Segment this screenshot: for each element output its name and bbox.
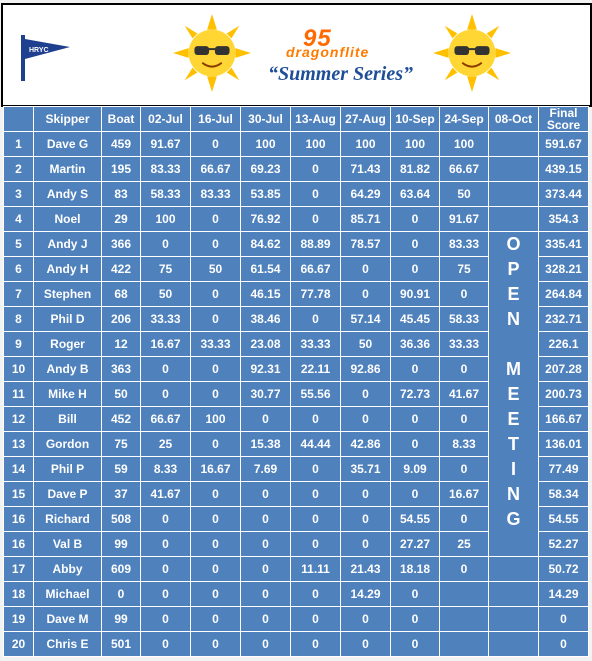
- cell-boat: 609: [102, 557, 141, 582]
- open-meeting-letter: E: [507, 409, 520, 429]
- cell-final-score: 207.28: [539, 357, 589, 382]
- cell-race-6: 45.45: [391, 307, 440, 332]
- cell-race-6: 90.91: [391, 282, 440, 307]
- open-meeting-letter: N: [507, 309, 520, 329]
- cell-race-4: 0: [291, 582, 341, 607]
- cell-position: 4: [4, 207, 34, 232]
- cell-race-7: 41.67: [440, 382, 489, 407]
- cell-race-1: 66.67: [141, 407, 191, 432]
- cell-race-1: 0: [141, 507, 191, 532]
- cell-position: 3: [4, 182, 34, 207]
- cell-race-1: 75: [141, 257, 191, 282]
- cell-race-5: 92.86: [341, 357, 391, 382]
- cell-race-3: 15.38: [241, 432, 291, 457]
- header-banner: [1, 3, 592, 107]
- cell-race-7: 66.67: [440, 157, 489, 182]
- cell-race-4: 11.11: [291, 557, 341, 582]
- cell-race-5: 78.57: [341, 232, 391, 257]
- cell-race-6: 0: [391, 207, 440, 232]
- cell-race-5: 71.43: [341, 157, 391, 182]
- cell-final-score: 373.44: [539, 182, 589, 207]
- table-row: [4, 182, 589, 207]
- sun-sunglasses-icon: [173, 14, 251, 92]
- cell-race-2: 0: [191, 357, 241, 382]
- cell-race-1: 83.33: [141, 157, 191, 182]
- cell-skipper: Richard: [34, 507, 102, 532]
- open-meeting-cell: [489, 232, 539, 557]
- cell-final-score: 54.55: [539, 507, 589, 532]
- cell-race-3: 69.23: [241, 157, 291, 182]
- cell-final-score: 52.27: [539, 532, 589, 557]
- cell-race-4: 0: [291, 407, 341, 432]
- cell-race-5: 0: [341, 507, 391, 532]
- cell-boat: 29: [102, 207, 141, 232]
- cell-race-7: [440, 632, 489, 657]
- open-meeting-letter: O: [506, 234, 521, 254]
- cell-skipper: Dave P: [34, 482, 102, 507]
- cell-skipper: Stephen: [34, 282, 102, 307]
- cell-skipper: Dave M: [34, 607, 102, 632]
- cell-race-2: 0: [191, 557, 241, 582]
- col-header-race-2: 16-Jul: [191, 107, 241, 132]
- cell-race-7: 0: [440, 457, 489, 482]
- cell-race-2: 0: [191, 432, 241, 457]
- col-header-race-6: 10-Sep: [391, 107, 440, 132]
- cell-skipper: Andy H: [34, 257, 102, 282]
- cell-skipper: Michael: [34, 582, 102, 607]
- cell-race-2: 0: [191, 307, 241, 332]
- cell-position: 7: [4, 282, 34, 307]
- cell-position: 17: [4, 557, 34, 582]
- col-header-skipper: Skipper: [34, 107, 102, 132]
- cell-race-2: 0: [191, 632, 241, 657]
- table-row: [4, 157, 589, 182]
- cell-skipper: Andy J: [34, 232, 102, 257]
- cell-race-3: 0: [241, 557, 291, 582]
- cell-boat: 366: [102, 232, 141, 257]
- cell-race-3: 92.31: [241, 357, 291, 382]
- cell-race-5: 14.29: [341, 582, 391, 607]
- cell-race-7: 58.33: [440, 307, 489, 332]
- cell-race-4: 0: [291, 532, 341, 557]
- cell-race-3: 0: [241, 482, 291, 507]
- cell-race-5: 0: [341, 282, 391, 307]
- cell-race-6: 0: [391, 257, 440, 282]
- cell-race-4: 0: [291, 607, 341, 632]
- col-header-pos: [4, 107, 34, 132]
- cell-race-1: 33.33: [141, 307, 191, 332]
- cell-race-3: 53.85: [241, 182, 291, 207]
- cell-race-2: 0: [191, 382, 241, 407]
- cell-race-2: 0: [191, 282, 241, 307]
- cell-boat: 12: [102, 332, 141, 357]
- cell-race-3: 46.15: [241, 282, 291, 307]
- cell-skipper: Abby: [34, 557, 102, 582]
- cell-race-4: 0: [291, 482, 341, 507]
- cell-skipper: Andy S: [34, 182, 102, 207]
- cell-race-6: 0: [391, 582, 440, 607]
- cell-race-6: 0: [391, 632, 440, 657]
- cell-race-5: 64.29: [341, 182, 391, 207]
- cell-position: 19: [4, 607, 34, 632]
- cell-race-1: 41.67: [141, 482, 191, 507]
- cell-skipper: Gordon: [34, 432, 102, 457]
- flag-text: HRYC: [29, 47, 49, 54]
- cell-final-score: 439.15: [539, 157, 589, 182]
- cell-skipper: Phil P: [34, 457, 102, 482]
- cell-race-3: 0: [241, 607, 291, 632]
- cell-race-6: 0: [391, 482, 440, 507]
- cell-race-3: 84.62: [241, 232, 291, 257]
- cell-race-6: 81.82: [391, 157, 440, 182]
- cell-boat: 422: [102, 257, 141, 282]
- cell-race-6: 27.27: [391, 532, 440, 557]
- cell-skipper: Dave G: [34, 132, 102, 157]
- cell-race-7: 33.33: [440, 332, 489, 357]
- cell-position: 14: [4, 457, 34, 482]
- cell-race-3: 61.54: [241, 257, 291, 282]
- col-header-race-8: 08-Oct: [489, 107, 539, 132]
- cell-race-3: 23.08: [241, 332, 291, 357]
- cell-boat: 452: [102, 407, 141, 432]
- cell-skipper: Andy B: [34, 357, 102, 382]
- cell-race-7: 75: [440, 257, 489, 282]
- cell-race-7: 91.67: [440, 207, 489, 232]
- cell-race-1: 0: [141, 632, 191, 657]
- cell-skipper: Noel: [34, 207, 102, 232]
- header-row: [4, 107, 589, 132]
- cell-position: 5: [4, 232, 34, 257]
- sun-sunglasses-icon: [433, 14, 511, 92]
- cell-boat: 83: [102, 182, 141, 207]
- cell-race-4: 0: [291, 507, 341, 532]
- col-header-race-1: 02-Jul: [141, 107, 191, 132]
- cell-race-6: 72.73: [391, 382, 440, 407]
- cell-race-7: 0: [440, 507, 489, 532]
- cell-race-5: 100: [341, 132, 391, 157]
- col-header-race-3: 30-Jul: [241, 107, 291, 132]
- open-meeting-letter: I: [510, 459, 516, 479]
- col-header-final-score: Final Score: [539, 107, 589, 132]
- cell-race-1: 16.67: [141, 332, 191, 357]
- cell-race-2: 66.67: [191, 157, 241, 182]
- cell-race-2: 0: [191, 532, 241, 557]
- brand-logo-name: dragonflite: [286, 44, 370, 60]
- table-row: [4, 632, 589, 657]
- cell-final-score: 166.67: [539, 407, 589, 432]
- cell-race-1: 58.33: [141, 182, 191, 207]
- cell-skipper: Phil D: [34, 307, 102, 332]
- cell-race-2: 0: [191, 132, 241, 157]
- cell-position: 2: [4, 157, 34, 182]
- open-meeting-letter: E: [507, 284, 520, 304]
- cell-race-6: 0: [391, 232, 440, 257]
- cell-race-5: 21.43: [341, 557, 391, 582]
- cell-race-6: 54.55: [391, 507, 440, 532]
- cell-boat: 459: [102, 132, 141, 157]
- cell-race-8: [489, 632, 539, 657]
- open-meeting-letter: G: [506, 509, 521, 529]
- cell-boat: 75: [102, 432, 141, 457]
- cell-race-5: 85.71: [341, 207, 391, 232]
- cell-race-6: 0: [391, 407, 440, 432]
- cell-race-1: 100: [141, 207, 191, 232]
- cell-race-7: 0: [440, 282, 489, 307]
- cell-race-4: 0: [291, 182, 341, 207]
- cell-race-5: 0: [341, 407, 391, 432]
- cell-final-score: 0: [539, 632, 589, 657]
- table-row: [4, 607, 589, 632]
- cell-final-score: 264.84: [539, 282, 589, 307]
- cell-race-5: 0: [341, 382, 391, 407]
- cell-race-6: 0: [391, 357, 440, 382]
- cell-position: 16: [4, 507, 34, 532]
- cell-position: 13: [4, 432, 34, 457]
- cell-race-3: 0: [241, 632, 291, 657]
- cell-race-1: 50: [141, 282, 191, 307]
- cell-race-2: 16.67: [191, 457, 241, 482]
- cell-race-4: 33.33: [291, 332, 341, 357]
- cell-race-5: 42.86: [341, 432, 391, 457]
- cell-race-4: 22.11: [291, 357, 341, 382]
- cell-race-4: 66.67: [291, 257, 341, 282]
- cell-race-5: 35.71: [341, 457, 391, 482]
- cell-race-7: [440, 607, 489, 632]
- cell-boat: 508: [102, 507, 141, 532]
- cell-race-7: [440, 582, 489, 607]
- cell-skipper: Martin: [34, 157, 102, 182]
- cell-race-2: 0: [191, 207, 241, 232]
- cell-final-score: 50.72: [539, 557, 589, 582]
- cell-race-1: 0: [141, 582, 191, 607]
- cell-race-2: 0: [191, 232, 241, 257]
- cell-race-7: 0: [440, 407, 489, 432]
- cell-final-score: 328.21: [539, 257, 589, 282]
- cell-boat: 0: [102, 582, 141, 607]
- cell-race-6: 9.09: [391, 457, 440, 482]
- cell-race-8: [489, 182, 539, 207]
- cell-race-6: 0: [391, 432, 440, 457]
- results-table: [3, 106, 589, 657]
- cell-race-3: 0: [241, 532, 291, 557]
- cell-skipper: Bill: [34, 407, 102, 432]
- cell-race-6: 100: [391, 132, 440, 157]
- cell-final-score: 335.41: [539, 232, 589, 257]
- cell-race-5: 0: [341, 532, 391, 557]
- col-header-race-5: 27-Aug: [341, 107, 391, 132]
- cell-race-6: 0: [391, 607, 440, 632]
- open-meeting-letter: N: [507, 484, 520, 504]
- cell-final-score: 0: [539, 607, 589, 632]
- cell-race-1: 0: [141, 357, 191, 382]
- cell-race-5: 0: [341, 482, 391, 507]
- cell-position: 12: [4, 407, 34, 432]
- cell-race-2: 50: [191, 257, 241, 282]
- cell-race-4: 0: [291, 632, 341, 657]
- cell-race-1: 0: [141, 607, 191, 632]
- col-header-race-7: 24-Sep: [440, 107, 489, 132]
- cell-race-3: 0: [241, 507, 291, 532]
- cell-boat: 68: [102, 282, 141, 307]
- cell-position: 15: [4, 482, 34, 507]
- cell-boat: 363: [102, 357, 141, 382]
- cell-race-6: 63.64: [391, 182, 440, 207]
- cell-race-1: 0: [141, 532, 191, 557]
- cell-race-4: 55.56: [291, 382, 341, 407]
- cell-final-score: 232.71: [539, 307, 589, 332]
- cell-final-score: 14.29: [539, 582, 589, 607]
- cell-race-4: 0: [291, 207, 341, 232]
- cell-race-4: 88.89: [291, 232, 341, 257]
- cell-final-score: 591.67: [539, 132, 589, 157]
- cell-race-1: 25: [141, 432, 191, 457]
- cell-race-7: 16.67: [440, 482, 489, 507]
- cell-race-1: 91.67: [141, 132, 191, 157]
- open-meeting-letter: P: [507, 259, 520, 279]
- cell-race-8: [489, 557, 539, 582]
- cell-final-score: 136.01: [539, 432, 589, 457]
- open-meeting-letter: T: [508, 434, 519, 454]
- cell-race-2: 0: [191, 482, 241, 507]
- cell-race-2: 0: [191, 607, 241, 632]
- table-row: [4, 557, 589, 582]
- table-row: [4, 582, 589, 607]
- brand-logo-number: 95: [303, 25, 332, 52]
- cell-race-4: 44.44: [291, 432, 341, 457]
- cell-race-4: 0: [291, 157, 341, 182]
- cell-race-7: 50: [440, 182, 489, 207]
- cell-final-score: 200.73: [539, 382, 589, 407]
- cell-final-score: 77.49: [539, 457, 589, 482]
- col-header-race-4: 13-Aug: [291, 107, 341, 132]
- series-title: “Summer Series”: [268, 63, 414, 85]
- open-meeting-letter: M: [506, 359, 521, 379]
- cell-race-3: 100: [241, 132, 291, 157]
- cell-race-4: 0: [291, 457, 341, 482]
- cell-race-8: [489, 582, 539, 607]
- open-meeting-letter: E: [507, 384, 520, 404]
- cell-final-score: 58.34: [539, 482, 589, 507]
- cell-race-5: 57.14: [341, 307, 391, 332]
- cell-boat: 99: [102, 532, 141, 557]
- cell-race-6: 36.36: [391, 332, 440, 357]
- cell-race-5: 50: [341, 332, 391, 357]
- cell-race-8: [489, 607, 539, 632]
- cell-race-2: 0: [191, 507, 241, 532]
- cell-final-score: 354.3: [539, 207, 589, 232]
- cell-race-4: 0: [291, 307, 341, 332]
- cell-race-1: 0: [141, 557, 191, 582]
- cell-race-4: 77.78: [291, 282, 341, 307]
- cell-race-5: 0: [341, 632, 391, 657]
- cell-race-1: 8.33: [141, 457, 191, 482]
- cell-race-1: 0: [141, 382, 191, 407]
- cell-race-5: 0: [341, 607, 391, 632]
- cell-position: 8: [4, 307, 34, 332]
- cell-position: 9: [4, 332, 34, 357]
- cell-race-8: [489, 207, 539, 232]
- cell-skipper: Val B: [34, 532, 102, 557]
- cell-race-3: 30.77: [241, 382, 291, 407]
- cell-race-7: 25: [440, 532, 489, 557]
- table-row: [4, 232, 589, 257]
- cell-position: 10: [4, 357, 34, 382]
- cell-race-4: 100: [291, 132, 341, 157]
- cell-race-2: 100: [191, 407, 241, 432]
- cell-position: 16: [4, 532, 34, 557]
- cell-race-7: 83.33: [440, 232, 489, 257]
- club-flag-icon: [18, 33, 78, 83]
- open-meeting-label: [489, 232, 538, 532]
- cell-final-score: 226.1: [539, 332, 589, 357]
- cell-race-2: 83.33: [191, 182, 241, 207]
- cell-race-7: 0: [440, 557, 489, 582]
- table-row: [4, 207, 589, 232]
- cell-race-3: 76.92: [241, 207, 291, 232]
- cell-race-2: 33.33: [191, 332, 241, 357]
- cell-boat: 206: [102, 307, 141, 332]
- cell-boat: 99: [102, 607, 141, 632]
- cell-position: 11: [4, 382, 34, 407]
- cell-boat: 195: [102, 157, 141, 182]
- cell-race-7: 0: [440, 357, 489, 382]
- cell-race-2: 0: [191, 582, 241, 607]
- cell-race-6: 18.18: [391, 557, 440, 582]
- cell-position: 6: [4, 257, 34, 282]
- cell-boat: 59: [102, 457, 141, 482]
- cell-skipper: Chris E: [34, 632, 102, 657]
- cell-boat: 501: [102, 632, 141, 657]
- table-row: [4, 132, 589, 157]
- cell-position: 18: [4, 582, 34, 607]
- cell-race-8: [489, 132, 539, 157]
- col-header-boat: Boat: [102, 107, 141, 132]
- cell-race-3: 0: [241, 582, 291, 607]
- cell-race-7: 100: [440, 132, 489, 157]
- cell-position: 1: [4, 132, 34, 157]
- cell-boat: 37: [102, 482, 141, 507]
- cell-race-1: 0: [141, 232, 191, 257]
- cell-skipper: Mike H: [34, 382, 102, 407]
- cell-race-8: [489, 157, 539, 182]
- cell-skipper: Roger: [34, 332, 102, 357]
- cell-race-3: 38.46: [241, 307, 291, 332]
- cell-position: 20: [4, 632, 34, 657]
- cell-boat: 50: [102, 382, 141, 407]
- cell-race-3: 0: [241, 407, 291, 432]
- cell-race-5: 0: [341, 257, 391, 282]
- cell-race-7: 8.33: [440, 432, 489, 457]
- cell-race-3: 7.69: [241, 457, 291, 482]
